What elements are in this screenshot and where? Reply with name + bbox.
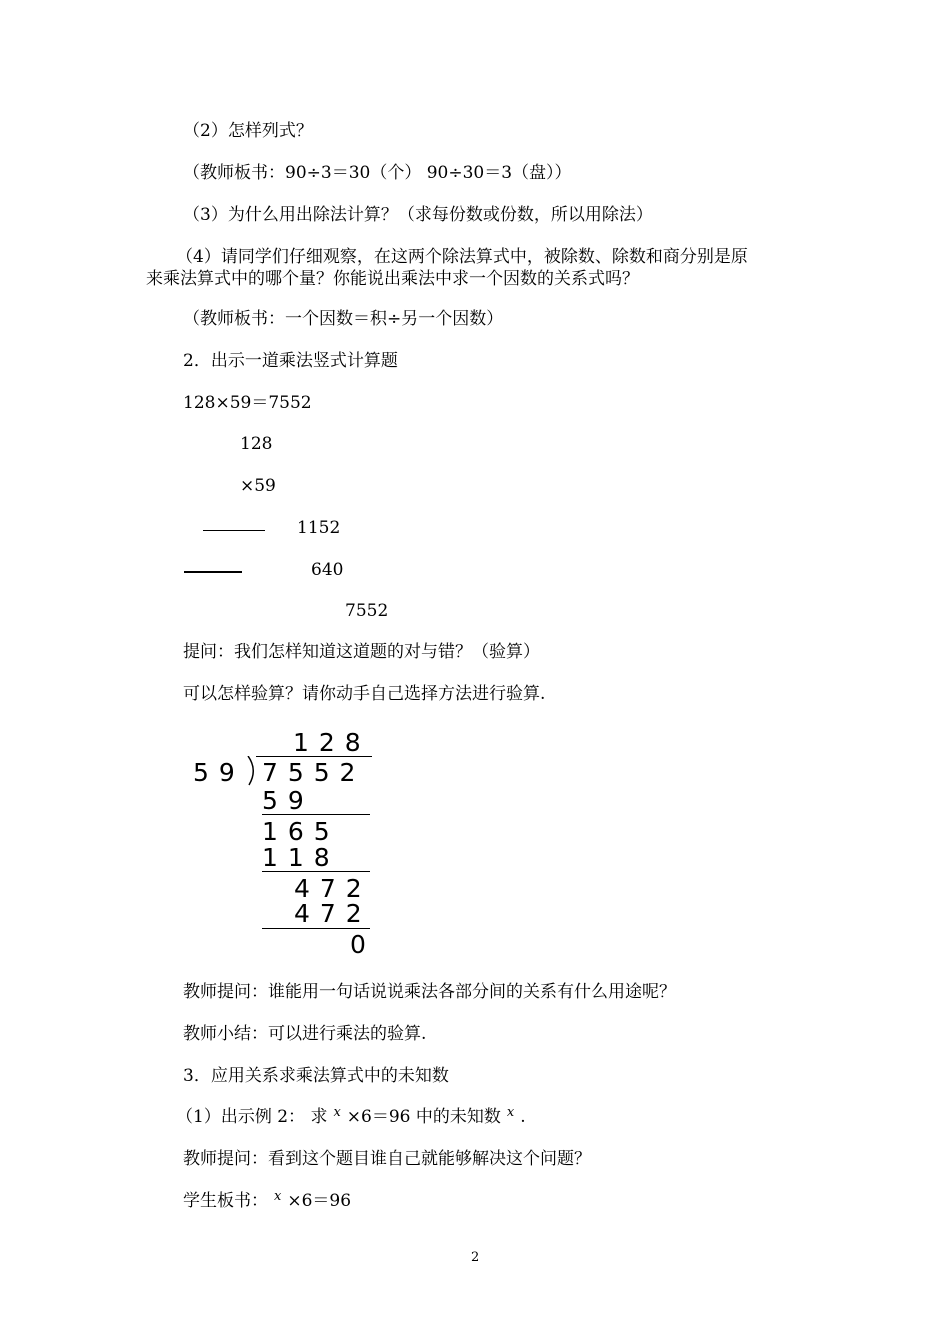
teacher-question-2: 教师提问：看到这个题目谁自己就能够解决这个问题？ [183,1149,591,1169]
multiplication-equation: 128×59＝7552 [183,393,312,413]
question-4-line-1: （4）请同学们仔细观察，在这两个除法算式中，被除数、除数和商分别是原 [176,247,748,267]
example-2-text-a: （1）出示例 2： 求 [176,1107,328,1127]
division-step-2: 1 6 5 [262,817,331,846]
multiplicand: 128 [240,434,273,454]
variable-x: x [333,1105,341,1120]
division-step-3: 1 1 8 [262,843,331,872]
partial-product-1: 1152 [297,518,341,538]
example-2-text-b: ×6＝96 中的未知数 [346,1107,501,1127]
teacher-summary: 教师小结：可以进行乘法的验算. [183,1024,427,1044]
example-2 [176,1106,526,1130]
student-board [183,1190,351,1214]
section-3-heading: 3．应用关系求乘法算式中的未知数 [183,1066,449,1086]
division-step-5: 4 7 2 [294,899,363,928]
multiplication-rule-2 [184,571,242,573]
division-quotient: 1 2 8 [293,728,362,757]
partial-product-2: 640 [311,560,344,580]
question-verify: 提问：我们怎样知道这道题的对与错？（验算） [183,642,540,662]
question-3: （3）为什么用出除法计算？（求每份数或份数，所以用除法） [183,205,653,225]
division-rule-3 [262,928,370,929]
variable-x: x [506,1105,515,1120]
section-2-heading: 2．出示一道乘法竖式计算题 [183,351,398,371]
multiplication-rule-1 [203,530,265,531]
division-rule-2 [262,871,370,872]
teacher-board-2: （教师板书：一个因数＝积÷另一个因数） [183,309,504,329]
division-divisor: 5 9 [193,758,236,787]
variable-x: x [274,1189,282,1204]
student-board-text-b: ×6＝96 [287,1191,352,1211]
student-board-text-a: 学生板书： [183,1191,268,1211]
division-bar [256,756,372,757]
division-rule-1 [262,814,370,815]
question-2: （2）怎样列式？ [183,121,313,141]
verify-instruction: 可以怎样验算？请你动手自己选择方法进行验算. [183,684,546,704]
multiplier: ×59 [240,476,276,496]
division-step-4: 4 7 2 [294,874,363,903]
division-step-1: 5 9 [262,786,305,815]
teacher-board-1: （教师板书：90÷3＝30（个） 90÷30＝3（盘）） [183,163,572,183]
division-remainder: 0 [350,930,367,959]
teacher-question: 教师提问：谁能用一句话说说乘法各部分间的关系有什么用途呢？ [183,982,676,1002]
division-dividend: 7 5 5 2 [262,758,357,787]
example-2-text-c: . [520,1107,526,1127]
page-number: 2 [471,1250,480,1265]
product: 7552 [345,601,389,621]
question-4-line-2: 来乘法算式中的哪个量？你能说出乘法中求一个因数的关系式吗？ [146,269,639,289]
division-bracket [246,756,260,786]
